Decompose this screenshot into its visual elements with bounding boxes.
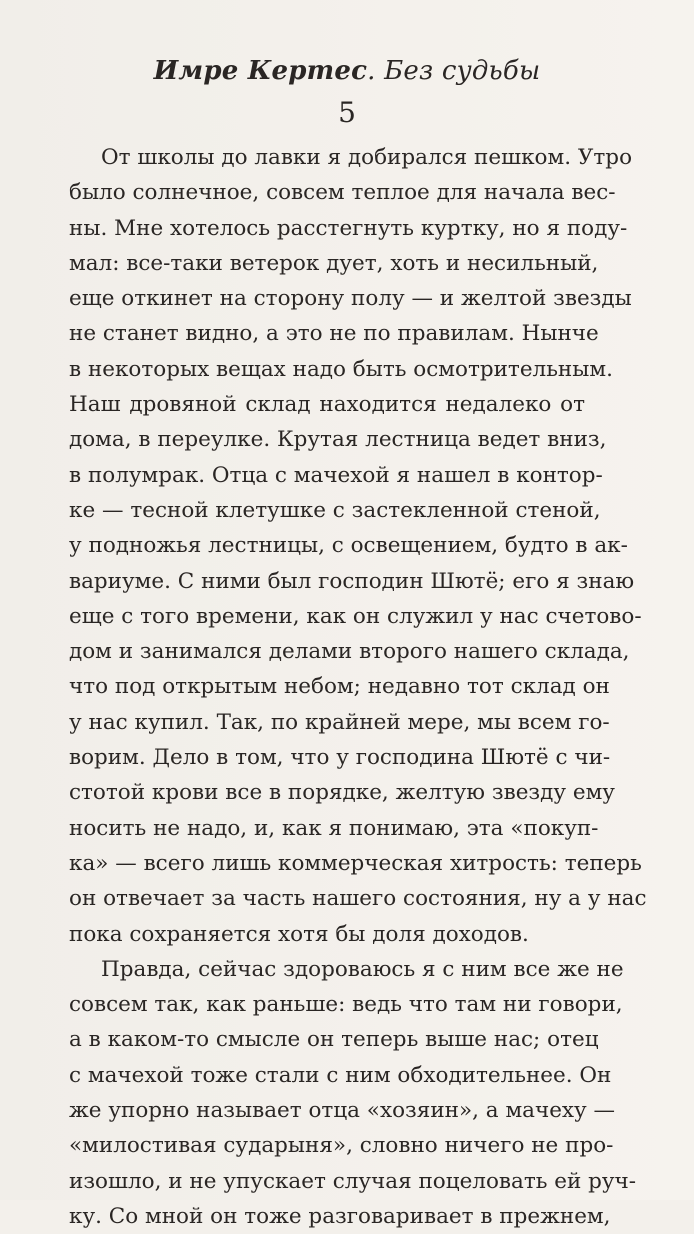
text-line: носить не надо, и, как я понимаю, эта «покуп-: [69, 815, 599, 841]
text-line: дом и занимался делами второго нашего склада,: [69, 639, 630, 665]
text-line: что под открытым небом; недавно тот склад он: [69, 674, 610, 700]
text-line: еще откинет на сторону полу — и желтой звезды: [69, 286, 632, 312]
text-line: с мачехой тоже стали с ним обходительнее. Он: [69, 1062, 612, 1088]
text-line: От школы до лавки я добирался пешком. Утро: [101, 145, 633, 170]
text-line: пока сохраняется хотя бы доля доходов.: [69, 921, 529, 947]
text-line: у нас купил. Так, по крайней мере, мы всем го-: [69, 709, 610, 735]
running-head-author: Имре Кертес: [153, 56, 368, 86]
text-line: ворим. Дело в том, что у господина Шютё с чи-: [69, 745, 611, 771]
text-line: совсем так, как раньше: ведь что там ни говори,: [69, 992, 623, 1018]
running-head: [0, 56, 694, 86]
text-line: стотой крови все в порядке, желтую звезду ему: [69, 780, 615, 806]
text-line: ны. Мне хотелось расстегнуть куртку, но я поду-: [69, 215, 628, 241]
text-line: еще с того времени, как он служил у нас счетово-: [69, 603, 642, 629]
text-line: а в каком-то смысле он теперь выше нас; отец: [69, 1027, 599, 1053]
paragraph-2: [69, 952, 637, 1234]
text-line: изошло, и не упускает случая поцеловать ей руч-: [69, 1168, 637, 1194]
text-line: не станет видно, а это не по правилам. Нынче: [69, 321, 599, 347]
running-head-title: Без судьбы: [375, 56, 541, 86]
text-line: ку. Со мной он тоже разговаривает в прежнем,: [69, 1203, 611, 1229]
text-line: у подножья лестницы, с освещением, будто в ак-: [69, 533, 628, 559]
page-number: 5: [338, 96, 356, 129]
text-line: он отвечает за часть нашего состояния, ну а у нас: [69, 886, 647, 912]
text-line: в полумрак. Отца с мачехой я нашел в контор-: [69, 462, 603, 488]
text-line: мал: все-таки ветерок дует, хоть и несильный,: [69, 250, 599, 276]
text-line: вариуме. С ними был господин Шютё; его я знаю: [69, 568, 635, 594]
text-line: было солнечное, совсем теплое для начала вес-: [69, 180, 616, 206]
text-line: ке — тесной клетушке с застекленной стеной,: [69, 497, 601, 523]
text-line: дома, в переулке. Крутая лестница ведет вниз,: [69, 427, 607, 453]
text-line: ка» — всего лишь коммерческая хитрость: теперь: [69, 850, 642, 876]
paragraph-1: [69, 140, 647, 952]
text-line: же упорно называет отца «хозяин», а мачеху —: [69, 1098, 616, 1124]
text-line: Наш дровяной склад находится недалеко от: [69, 392, 585, 418]
text-line: в некоторых вещах надо быть осмотрительным.: [69, 356, 613, 382]
text-line: Правда, сейчас здороваюсь я с ним все же не: [101, 956, 624, 982]
text-line: «милостивая сударыня», словно ничего не про-: [69, 1133, 614, 1159]
body-text: [69, 140, 647, 1234]
running-head-separator: .: [367, 56, 376, 86]
